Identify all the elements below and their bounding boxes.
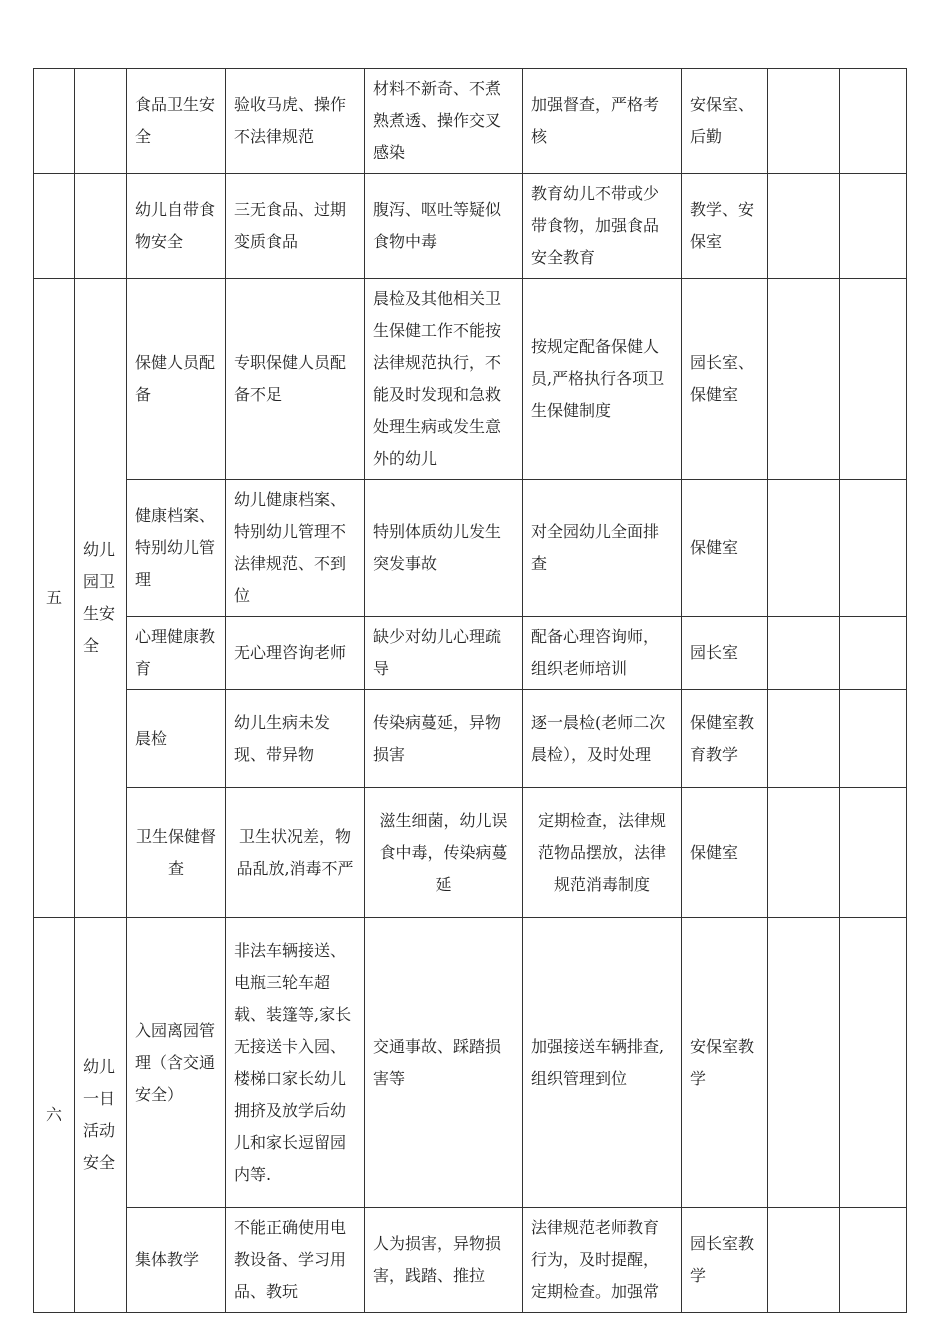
- item-cell: 集体教学: [127, 1208, 226, 1313]
- consequence-cell: 腹泻、呕吐等疑似食物中毒: [365, 174, 523, 279]
- table-row: [34, 690, 907, 788]
- empty-cell: [768, 174, 840, 279]
- department-cell: 教学、安保室: [682, 174, 768, 279]
- item-cell: 心理健康教育: [127, 617, 226, 690]
- table-row: [34, 788, 907, 918]
- measure-cell: 配备心理咨询师，组织老师培训: [523, 617, 682, 690]
- category-cell: [75, 69, 127, 174]
- table-row: [34, 279, 907, 480]
- table-row: [34, 1208, 907, 1313]
- department-cell: 保健室: [682, 480, 768, 617]
- measure-cell: 按规定配备保健人员,严格执行各项卫生保健制度: [523, 279, 682, 480]
- risk-cell: 卫生状况差，物品乱放,消毒不严: [226, 788, 365, 918]
- department-cell: 安保室、后勤: [682, 69, 768, 174]
- section-number: 五: [34, 279, 75, 918]
- consequence-cell: 滋生细菌，幼儿误食中毒，传染病蔓延: [365, 788, 523, 918]
- risk-cell: 幼儿健康档案、特别幼儿管理不法律规范、不到位: [226, 480, 365, 617]
- number-cell: [34, 174, 75, 279]
- risk-cell: 验收马虎、操作不法律规范: [226, 69, 365, 174]
- empty-cell: [768, 1208, 840, 1313]
- item-cell: 保健人员配备: [127, 279, 226, 480]
- empty-cell: [840, 788, 907, 918]
- risk-cell: 非法车辆接送、电瓶三轮车超载、装篷等,家长无接送卡入园、楼梯口家长幼儿拥挤及放学后幼儿和家长逗留园内等.: [226, 918, 365, 1208]
- empty-cell: [840, 279, 907, 480]
- consequence-cell: 材料不新奇、不煮熟煮透、操作交叉感染: [365, 69, 523, 174]
- empty-cell: [840, 690, 907, 788]
- consequence-cell: 传染病蔓延，异物损害: [365, 690, 523, 788]
- empty-cell: [768, 690, 840, 788]
- table-row: [34, 69, 907, 174]
- measure-cell: 加强督查，严格考核: [523, 69, 682, 174]
- item-cell: 食品卫生安全: [127, 69, 226, 174]
- department-cell: 保健室: [682, 788, 768, 918]
- empty-cell: [768, 788, 840, 918]
- department-cell: 园长室、保健室: [682, 279, 768, 480]
- risk-cell: 不能正确使用电教设备、学习用品、教玩: [226, 1208, 365, 1313]
- table-row: [34, 617, 907, 690]
- empty-cell: [768, 279, 840, 480]
- measure-cell: 加强接送车辆排查,组织管理到位: [523, 918, 682, 1208]
- empty-cell: [768, 918, 840, 1208]
- item-cell: 晨检: [127, 690, 226, 788]
- empty-cell: [840, 617, 907, 690]
- empty-cell: [840, 69, 907, 174]
- risk-cell: 三无食品、过期变质食品: [226, 174, 365, 279]
- risk-cell: 幼儿生病未发现、带异物: [226, 690, 365, 788]
- department-cell: 园长室: [682, 617, 768, 690]
- empty-cell: [768, 480, 840, 617]
- consequence-cell: 晨检及其他相关卫生保健工作不能按法律规范执行，不能及时发现和急救处理生病或发生意外的幼儿: [365, 279, 523, 480]
- consequence-cell: 交通事故、踩踏损害等: [365, 918, 523, 1208]
- section-number: 六: [34, 918, 75, 1313]
- consequence-cell: 缺少对幼儿心理疏导: [365, 617, 523, 690]
- empty-cell: [768, 69, 840, 174]
- empty-cell: [840, 480, 907, 617]
- safety-risk-table: [33, 68, 907, 1313]
- empty-cell: [840, 918, 907, 1208]
- measure-cell: 教育幼儿不带或少带食物，加强食品安全教育: [523, 174, 682, 279]
- empty-cell: [840, 1208, 907, 1313]
- consequence-cell: 人为损害，异物损害，践踏、推拉: [365, 1208, 523, 1313]
- section-category: 幼儿一日活动安全: [75, 918, 127, 1313]
- measure-cell: 逐一晨检(老师二次晨检），及时处理: [523, 690, 682, 788]
- section-category: 幼儿园卫生安全: [75, 279, 127, 918]
- empty-cell: [840, 174, 907, 279]
- empty-cell: [768, 617, 840, 690]
- measure-cell: 法律规范老师教育行为，及时提醒，定期检查。加强常: [523, 1208, 682, 1313]
- risk-cell: 无心理咨询老师: [226, 617, 365, 690]
- category-cell: [75, 174, 127, 279]
- department-cell: 保健室教育教学: [682, 690, 768, 788]
- item-cell: 卫生保健督查: [127, 788, 226, 918]
- table-row: [34, 480, 907, 617]
- measure-cell: 定期检查，法律规范物品摆放，法律规范消毒制度: [523, 788, 682, 918]
- item-cell: 入园离园管理（含交通安全）: [127, 918, 226, 1208]
- measure-cell: 对全园幼儿全面排查: [523, 480, 682, 617]
- consequence-cell: 特别体质幼儿发生突发事故: [365, 480, 523, 617]
- risk-cell: 专职保健人员配备不足: [226, 279, 365, 480]
- department-cell: 安保室教学: [682, 918, 768, 1208]
- item-cell: 幼儿自带食物安全: [127, 174, 226, 279]
- number-cell: [34, 69, 75, 174]
- table-row: [34, 918, 907, 1208]
- table-row: [34, 174, 907, 279]
- department-cell: 园长室教学: [682, 1208, 768, 1313]
- item-cell: 健康档案、特别幼儿管理: [127, 480, 226, 617]
